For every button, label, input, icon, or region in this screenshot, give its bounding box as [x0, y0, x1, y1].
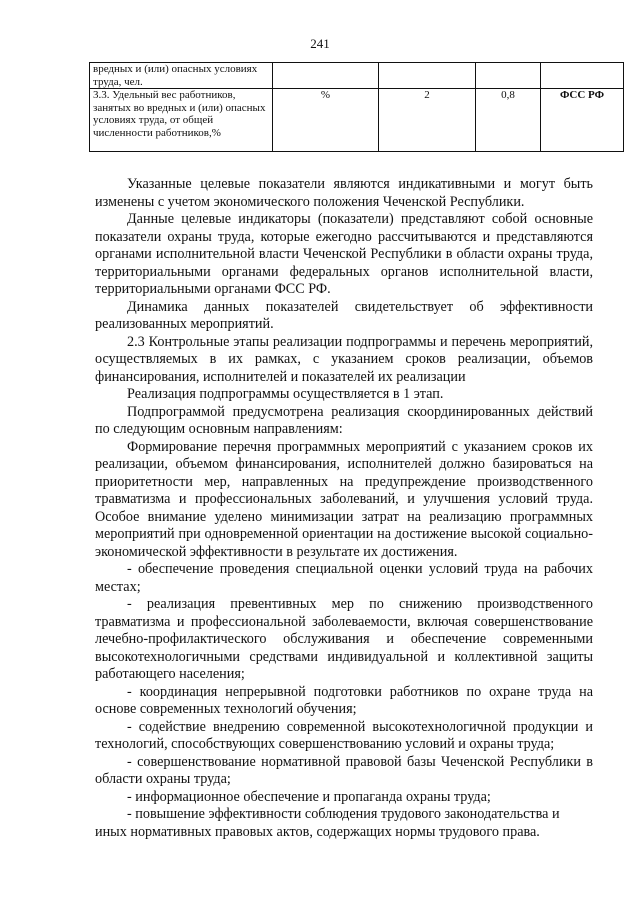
table-cell-source: ФСС РФ [541, 89, 624, 152]
table-cell-name: 3.3. Удельный вес работников, занятых во вредных и (или) опасных условиях труда, от общей численности работников,% [90, 89, 273, 152]
table-cell-value-1: 2 [379, 89, 476, 152]
indicator-table [89, 62, 624, 152]
table-cell-value-2: 0,8 [476, 89, 541, 152]
table-cell-name: вредных и (или) опасных условиях труда, чел. [90, 63, 273, 89]
table-cell-value-2 [476, 63, 541, 89]
table-cell-source [541, 63, 624, 89]
body-text [95, 176, 593, 841]
paragraph: Динамика данных показателей свидетельствует об эффективности реализованных мероприятий. [95, 298, 593, 332]
list-item: - повышение эффективности соблюдения трудового законодательства и иных нормативных правовых актов, содержащих нормы трудового права. [95, 806, 560, 840]
list-item: - обеспечение проведения специальной оценки условий труда на рабочих местах; [95, 561, 593, 595]
list-item: - совершенствование нормативной правовой базы Чеченской Республики в области охраны труда; [95, 753, 593, 787]
paragraph: Формирование перечня программных мероприятий с указанием сроков их реализации, объемом финансирования, исполнителей должно базироваться на приоритетности мер, направленных на предупреждение производственного травматизма и профессиональных заболеваний, и улучшения условий труда. Особое внимание уделено минимизации затрат на реализацию программных мероприятий при одновременной ориентации на достижение высокой социально-экономической эффективности в результате их достижения. [95, 438, 593, 560]
list-item: - координация непрерывной подготовки работников по охране труда на основе современных технологий обучения; [95, 683, 593, 717]
page-number: 241 [310, 36, 330, 51]
table-row [90, 89, 624, 152]
paragraph: Данные целевые индикаторы (показатели) представляют собой основные показатели охраны труда, которые ежегодно рассчитываются и представляются органами исполнительной власти Чеченской Республики в области охраны труда, территориальными органами федеральных органов исполнительной власти, территориальными органами ФСС РФ. [95, 211, 593, 297]
table-cell-value-1 [379, 63, 476, 89]
paragraph: Реализация подпрограммы осуществляется в 1 этап. [127, 386, 444, 402]
table-row [90, 63, 624, 89]
paragraph: Подпрограммой предусмотрена реализация скоординированных действий по следующим основным направлениям: [95, 403, 593, 437]
list-item: - информационное обеспечение и пропаганда охраны труда; [127, 788, 491, 805]
list-item: - реализация превентивных мер по снижению производственного травматизма и профессиональной заболеваемости, включая совершенствование лечебно-профилактического обслуживания и обеспечение современными высокотехнологичными средствами индивидуальной и коллективной защиты работающего населения; [95, 596, 593, 682]
table-cell-unit [273, 63, 379, 89]
list-item: - содействие внедрению современной высокотехнологичной продукции и технологий, способствующих совершенствованию условий и охраны труда; [95, 718, 593, 752]
paragraph: Указанные целевые показатели являются индикативными и могут быть изменены с учетом экономического положения Чеченской Республики. [95, 176, 593, 210]
section-heading: 2.3 Контрольные этапы реализации подпрограммы и перечень мероприятий, осуществляемых в их рамках, с указанием сроков реализации, объемов финансирования, исполнителей и показателей их реализации [95, 333, 593, 385]
table-cell-unit: % [273, 89, 379, 152]
